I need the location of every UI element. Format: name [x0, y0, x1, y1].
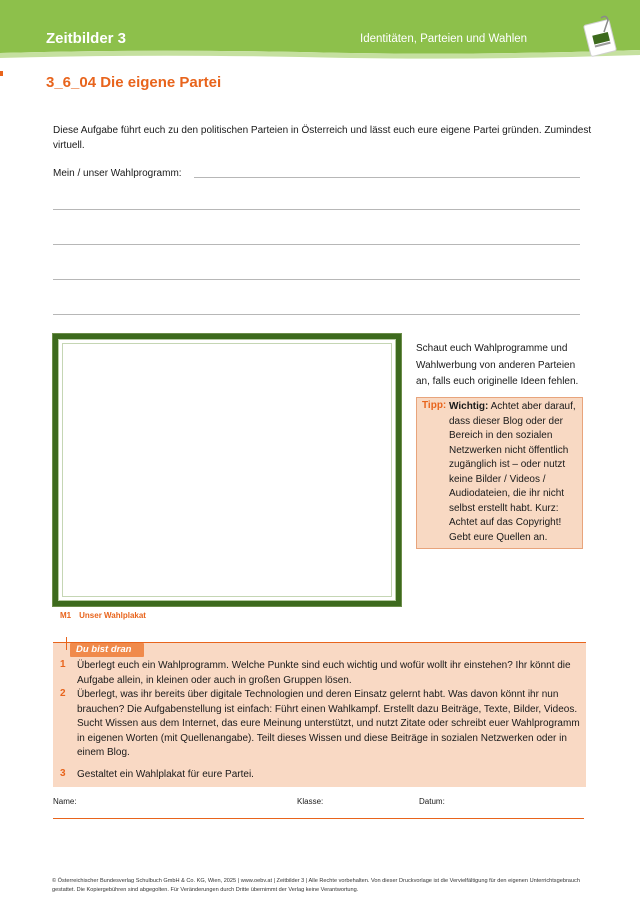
name-field-label[interactable]: Name:	[53, 797, 77, 806]
book-title: Zeitbilder 3	[46, 30, 127, 47]
tip-body: Achtet aber darauf, dass dieser Blog oder der Bereich in den sozialen Netzwerken nicht öffentlich zugänglich ist – oder nutzt keine Bilder / Videos / Audiodateien, die ihr nicht selbst erstellt habt. Kurz: Achtet auf das Copyright! Gebt eure Quellen an.	[449, 401, 576, 543]
writing-line[interactable]	[53, 279, 580, 280]
caption-text: Unser Wahlplakat	[79, 611, 146, 620]
poster-drawing-area[interactable]	[53, 334, 401, 606]
writing-line[interactable]	[194, 177, 580, 178]
writing-line[interactable]	[53, 209, 580, 210]
task-number: 2	[60, 688, 66, 699]
task-text: Gestaltet ein Wahlplakat für eure Partei.	[77, 769, 254, 780]
task-text: Überlegt, was ihr bereits über digitale Technologien und deren Einsatz gelernt habt. Was davon könnt ihr nun brauchen? Die Aufgabenstellung ist einfach: Führt einen Wahlkampf. Erstellt dazu Beiträge, Texte, Bilder, Videos. Sucht Wissen aus dem Internet, das eure Meinung unterstützt, und nutzt Zitate oder schreibt euer Wahlprogramm in eigenen Worten (mit Quellenangabe). Teilt dieses Wissen und diese Beiträge in sozialen Netzwerken oder in einem Blog.	[77, 689, 580, 759]
program-label: Mein / unser Wahlprogramm:	[53, 168, 182, 179]
class-field-label[interactable]: Klasse:	[297, 797, 324, 806]
document-worksheet-icon	[580, 14, 624, 58]
writing-line[interactable]	[53, 314, 580, 315]
copyright-footer: © Österreichischer Bundesverlag Schulbuch GmbH & Co. KG, Wien, 2025 | www.oebv.at | Zeitbilder 3 | Alle Rechte vorbehalten. Von dieser Druckvorlage ist die Vervielfältigung für den eigenen Unterrichtsgebrauch gestattet. Die Kopiergebühren sind abgegolten. Für Veränderungen durch Dritte übernimmt der Verlag keine Verantwortung.	[52, 878, 580, 893]
tip-box	[416, 397, 583, 549]
writing-line[interactable]	[53, 244, 580, 245]
tip-text	[449, 400, 577, 545]
poster-caption	[60, 611, 154, 620]
caption-code: M1	[60, 611, 72, 620]
intro-text: Diese Aufgabe führt euch zu den politischen Parteien in Österreich und lässt euch eure eigene Partei gründen. Zumindest virtuell.	[53, 125, 592, 151]
task-text: Überlegt euch ein Wahlprogramm. Welche Punkte sind euch wichtig und wofür wollt ihr einstehen? Ihr könnt die Aufgabe allein, in kleinen oder auch in großen Gruppen lösen.	[77, 660, 571, 686]
name-rule	[53, 818, 584, 819]
date-field-label[interactable]: Datum:	[419, 797, 445, 806]
margin-accent	[0, 71, 3, 76]
side-note: Schaut euch Wahlprogramme und Wahlwerbung von anderen Parteien an, falls euch originelle Ideen fehlen.	[416, 343, 579, 387]
tip-label: Tipp:	[422, 400, 447, 411]
page-title: 3_6_04 Die eigene Partei	[46, 74, 222, 91]
task-number: 3	[60, 768, 66, 779]
chapter-subtitle: Identitäten, Parteien und Wahlen	[360, 33, 528, 45]
tab-marker	[66, 637, 67, 650]
header-banner	[0, 0, 640, 64]
poster-inner-border	[62, 343, 392, 597]
task-tab-label: Du bist dran	[76, 644, 132, 655]
tip-strong: Wichtig:	[449, 401, 489, 412]
task-number: 1	[60, 659, 66, 670]
